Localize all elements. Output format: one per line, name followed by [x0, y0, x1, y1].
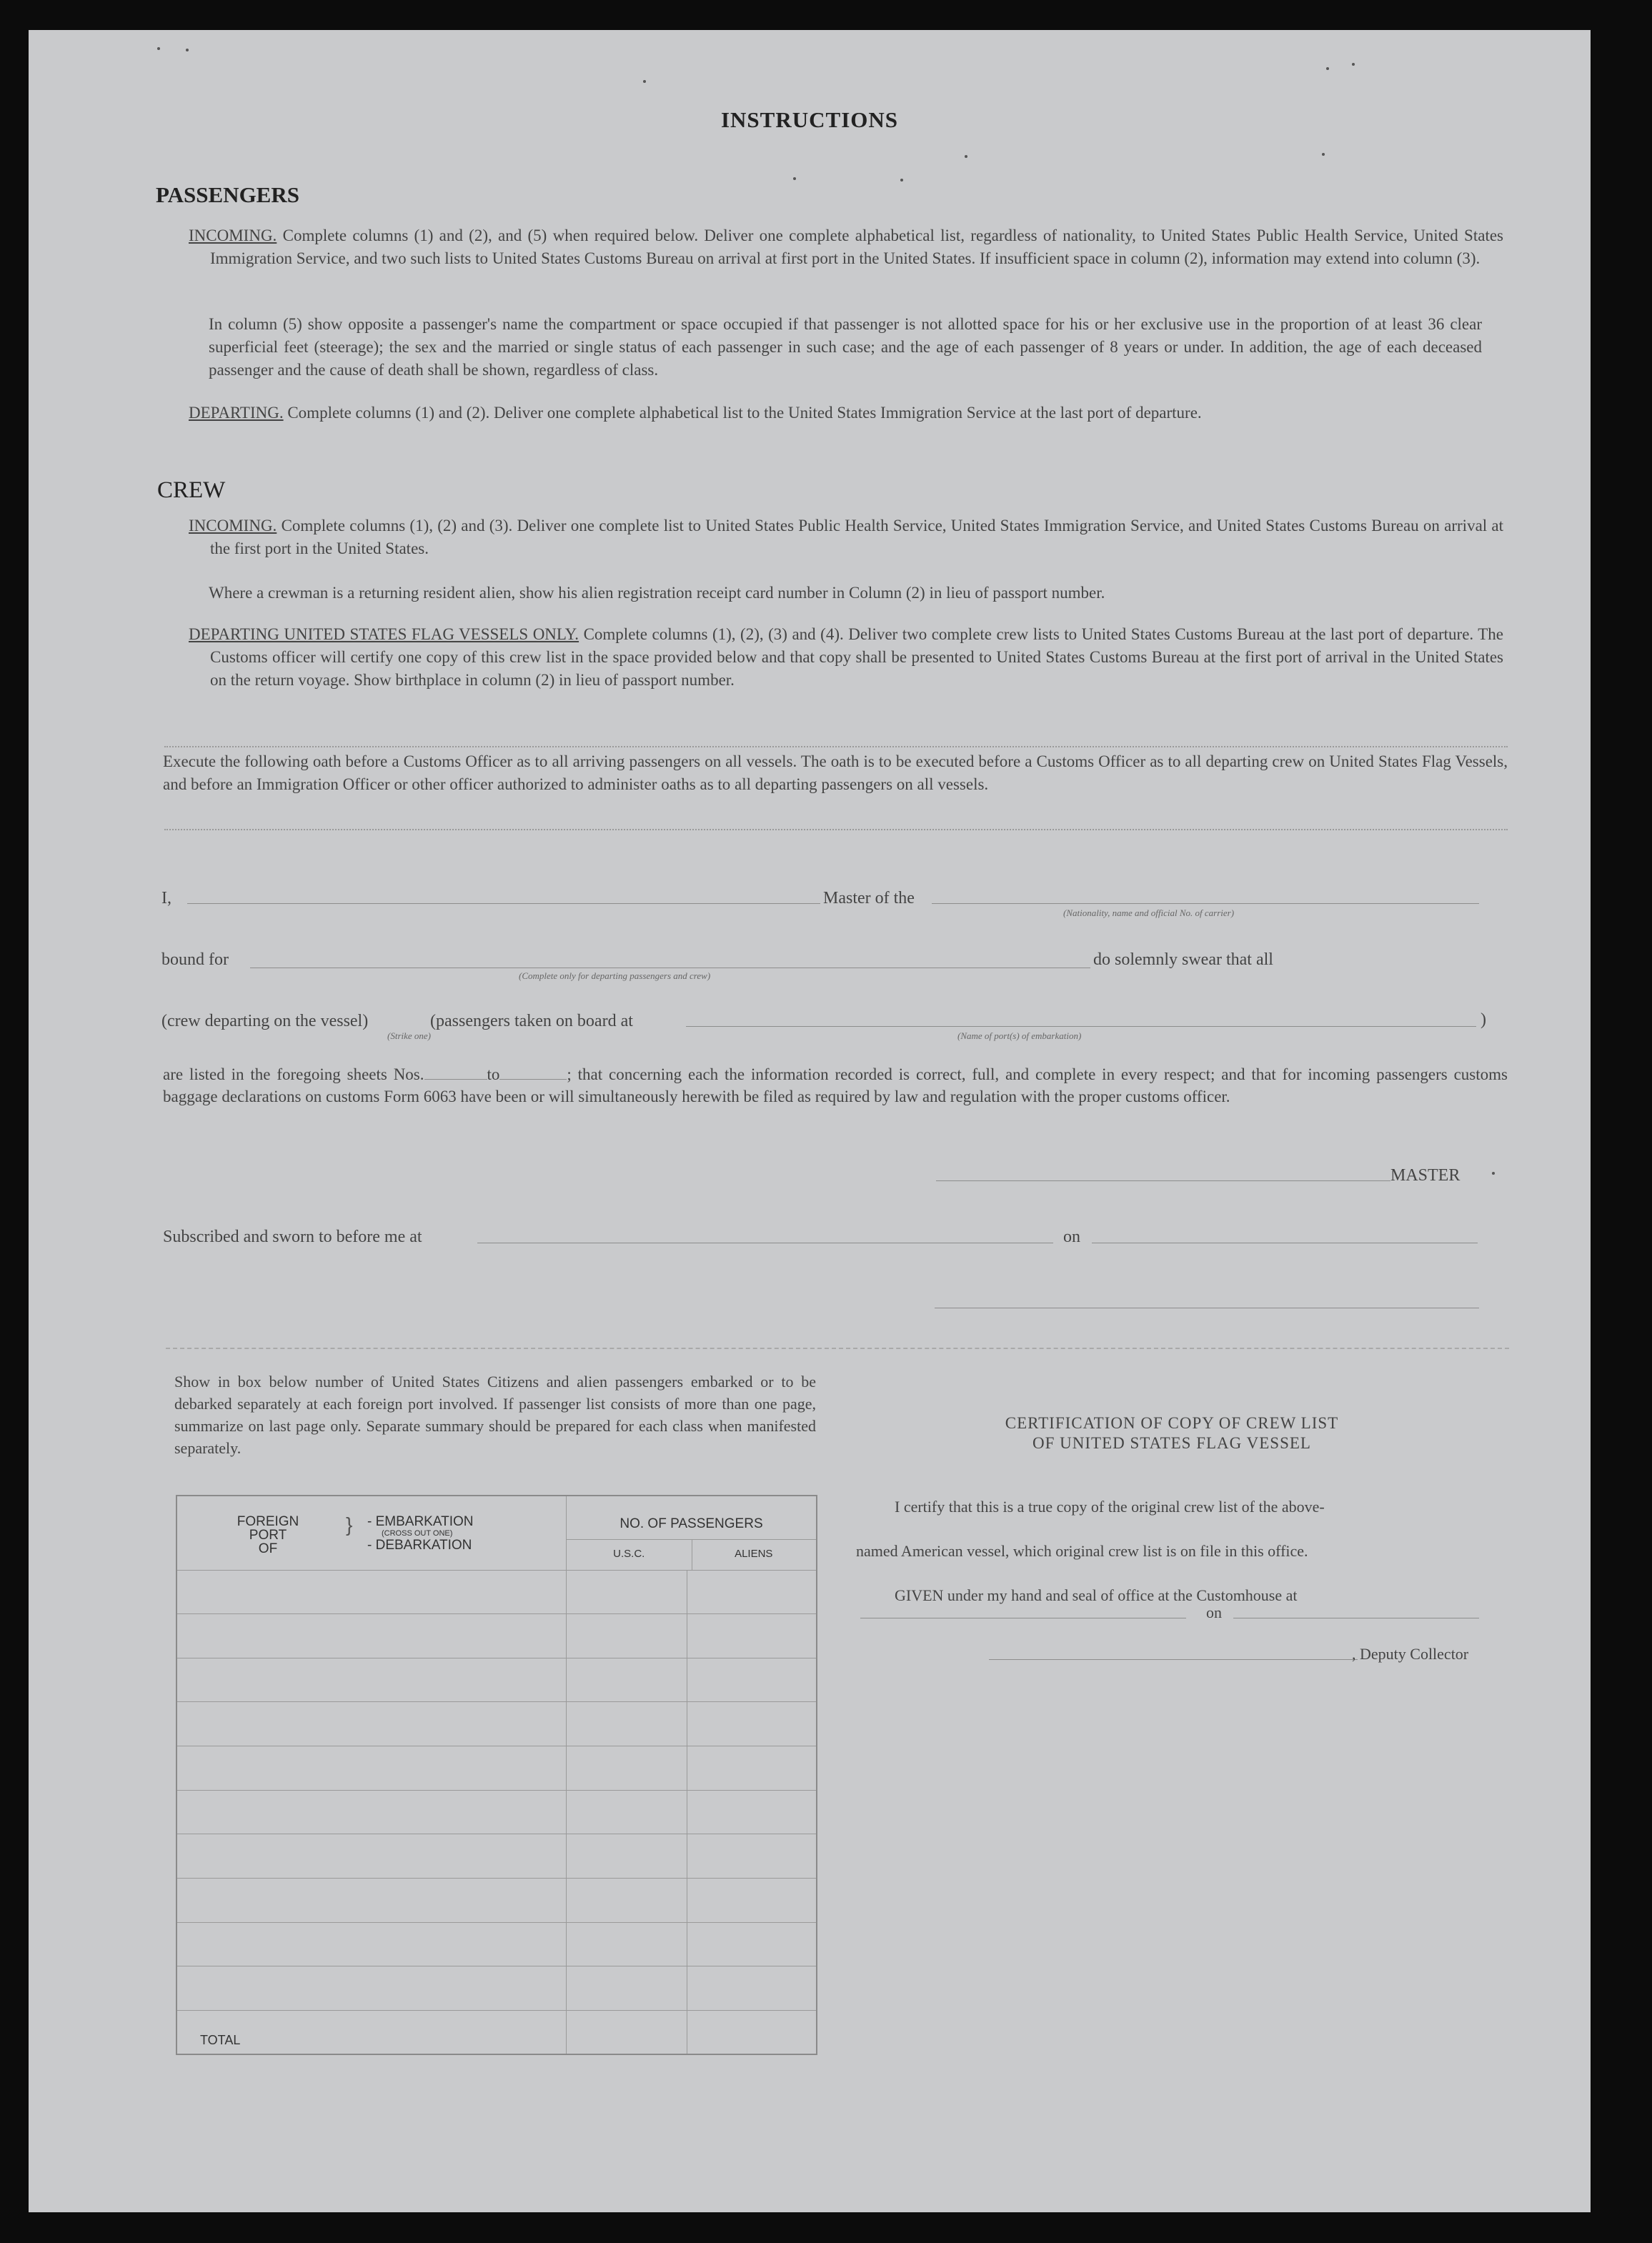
passengers-heading: PASSENGERS — [156, 182, 299, 207]
sheet-from-line[interactable] — [424, 1079, 487, 1080]
certify-on-label: on — [1206, 1603, 1222, 1621]
passengers-departing-paragraph — [189, 402, 1503, 424]
bound-for-label: bound for — [161, 950, 229, 969]
scan-speck — [793, 177, 796, 180]
table-row[interactable] — [176, 1922, 817, 1966]
crew-incoming-text: Complete columns (1), (2) and (3). Deliver one complete list to United States Public Health Service, United States Immigration Service, and United States Customs Bureau on arrival at the first port in the United States. — [210, 517, 1504, 557]
deputy-collector-label: , Deputy Collector — [1352, 1645, 1469, 1663]
scan-speck — [186, 49, 189, 51]
table-row[interactable] — [176, 1966, 817, 2011]
table-row[interactable] — [176, 1658, 817, 1702]
crew-incoming-paragraph — [189, 514, 1503, 560]
page-title: INSTRUCTIONS — [720, 107, 898, 132]
passengers-departing-text: Complete columns (1) and (2). Deliver one complete alphabetical list to the United States Immigration Service at the last port of departure. — [287, 404, 1202, 422]
carrier-line[interactable] — [932, 903, 1479, 904]
table-row[interactable] — [176, 1702, 817, 1746]
listed-paragraph — [163, 1063, 1508, 1108]
crew-heading: CREW — [157, 477, 226, 503]
section-divider — [164, 829, 1508, 830]
passengers-header — [567, 1496, 817, 1570]
table-row[interactable] — [176, 1834, 817, 1879]
total-row[interactable] — [176, 2010, 817, 2054]
col-usc: U.S.C. — [613, 1548, 645, 1560]
col-no-passengers: NO. OF PASSENGERS — [620, 1516, 763, 1531]
certification-heading-2: OF UNITED STATES FLAG VESSEL — [1032, 1434, 1311, 1452]
certify-line-3: GIVEN under my hand and seal of office at the Customhouse at — [895, 1586, 1298, 1604]
scan-speck — [1326, 67, 1329, 70]
embarkation-port-line[interactable] — [686, 1026, 1476, 1027]
col-debarkation: - DEBARKATION — [367, 1538, 472, 1553]
subscribed-label: Subscribed and sworn to before me at — [163, 1228, 422, 1246]
passengers-incoming-paragraph — [189, 224, 1503, 270]
scan-speck — [1492, 1172, 1495, 1175]
total-label: TOTAL — [176, 2010, 567, 2054]
certify-line-1: I certify that this is a true copy of the original crew list of the above- — [895, 1498, 1325, 1516]
table-row[interactable] — [176, 1614, 817, 1658]
summary-intro: Show in box below number of United States Citizens and alien passengers embarked or to be debarked separately at each foreign port involved. If passenger list consists of more than one page, summarize on last page only. Separate summary should be prepared for each class when manifested separately. — [174, 1373, 816, 1457]
master-name-line[interactable] — [187, 903, 846, 904]
oath-intro: Execute the following oath before a Customs Officer as to all arriving passengers on all vessels. The oath is to be executed before a Customs Officer as to all departing crew on United States Flag Vessels, and before an Immigration Officer or other officer authorized to administer oaths as to all departing passengers on all vessels. — [163, 752, 1508, 793]
section-divider — [166, 1348, 1509, 1349]
col-aliens: ALIENS — [735, 1548, 773, 1560]
passengers-incoming-lead: INCOMING. — [189, 227, 277, 244]
crew-resident-paragraph: Where a crewman is a returning resident alien, show his alien registration receipt card number in Column (2) in lieu of passport number. — [209, 584, 1105, 602]
bound-for-caption: (Complete only for departing passengers and crew) — [519, 970, 711, 981]
port-header — [176, 1496, 567, 1570]
deputy-signature-line[interactable] — [989, 1659, 1358, 1660]
master-signature-line[interactable] — [936, 1180, 1390, 1181]
crew-departing-text: Complete columns (1), (2), (3) and (4). Deliver two complete crew lists to United States Customs Bureau at the last port of departure. The Customs officer will certify one copy of this crew list in the space provided below and that copy shall be presented to United States Customs Bureau at the first port of arrival in the United States on the return voyage. Show birthplace in column (2) in lieu of passport number. — [210, 625, 1504, 689]
crew-departing-paragraph — [189, 623, 1503, 692]
carrier-caption: (Nationality, name and official No. of carrier) — [1063, 907, 1235, 918]
instruction-sheet — [29, 30, 1591, 2212]
passengers-incoming-text: Complete columns (1) and (2), and (5) when required below. Deliver one complete alphabetical list, regardless of nationality, to United States Public Health Service, United States Immigration Service, and two such lists to United States Customs Bureau on arrival at first port in the United States. If insufficient space in column (2), information may extend into column (3). — [210, 227, 1503, 267]
col-foreign: FOREIGN — [237, 1514, 299, 1529]
crew-incoming-lead: INCOMING. — [189, 517, 277, 534]
sworn-on-label: on — [1063, 1228, 1080, 1246]
col-of: OF — [258, 1541, 278, 1556]
scan-speck — [1322, 153, 1325, 156]
certification-heading — [850, 1413, 1493, 1453]
certification-heading-1: CERTIFICATION OF COPY OF CREW LIST — [1005, 1414, 1339, 1432]
certify-line-2: named American vessel, which original crew list is on file in this office. — [856, 1542, 1308, 1560]
oath-i-label: I, — [161, 889, 171, 907]
table-row[interactable] — [176, 1570, 817, 1614]
swear-text: do solemnly swear that all — [1090, 950, 1273, 970]
scan-speck — [965, 155, 967, 158]
passengers-column5-paragraph: In column (5) show opposite a passenger's name the compartment or space occupied if that passenger is not allotted space for his or her exclusive use in the proportion of at least 36 clear superficial feet (steerage); the sex and the married or single status of each passenger in such case; and the age of each passenger of 8 years or under. In addition, the age of each deceased passenger and the cause of death shall be shown, regardless of class. — [209, 315, 1482, 379]
table-row[interactable] — [176, 1790, 817, 1834]
passenger-summary-table — [176, 1495, 817, 2055]
section-divider — [164, 746, 1508, 747]
table-row[interactable] — [176, 1878, 817, 1922]
crew-departing-lead: DEPARTING UNITED STATES FLAG VESSELS ONLY. — [189, 625, 579, 643]
sheet-to-line[interactable] — [499, 1079, 567, 1080]
master-label: MASTER — [1390, 1166, 1461, 1185]
col-cross-out: (CROSS OUT ONE) — [382, 1529, 453, 1538]
crew-departing-option[interactable]: (crew departing on the vessel) — [161, 1012, 369, 1030]
scan-speck — [643, 80, 646, 83]
ports-caption: (Name of port(s) of embarkation) — [957, 1030, 1082, 1041]
col-port: PORT — [249, 1528, 287, 1543]
scan-speck — [157, 47, 160, 50]
master-of-the-label: Master of the — [820, 889, 915, 908]
scan-speck — [1352, 63, 1355, 66]
listed-to: to — [487, 1065, 500, 1083]
strike-caption: (Strike one) — [387, 1030, 432, 1041]
table-row[interactable] — [176, 1746, 817, 1791]
passengers-departing-lead: DEPARTING. — [189, 404, 284, 422]
brace-icon: } — [346, 1513, 353, 1536]
listed-text-a: are listed in the foregoing sheets Nos. — [163, 1065, 424, 1083]
col-embarkation: - EMBARKATION — [367, 1514, 474, 1529]
scan-speck — [900, 179, 903, 181]
close-paren: ) — [1481, 1010, 1486, 1029]
passengers-taken-option[interactable]: (passengers taken on board at — [430, 1012, 633, 1030]
listed-text-b: ; that concerning each the information recorded is correct, full, and complete in every respect; and that for incoming passengers customs baggage declarations on customs Form 6063 have been or will simultaneously herewith be filed as required by law and regulation with the proper customs officer. — [163, 1065, 1508, 1105]
